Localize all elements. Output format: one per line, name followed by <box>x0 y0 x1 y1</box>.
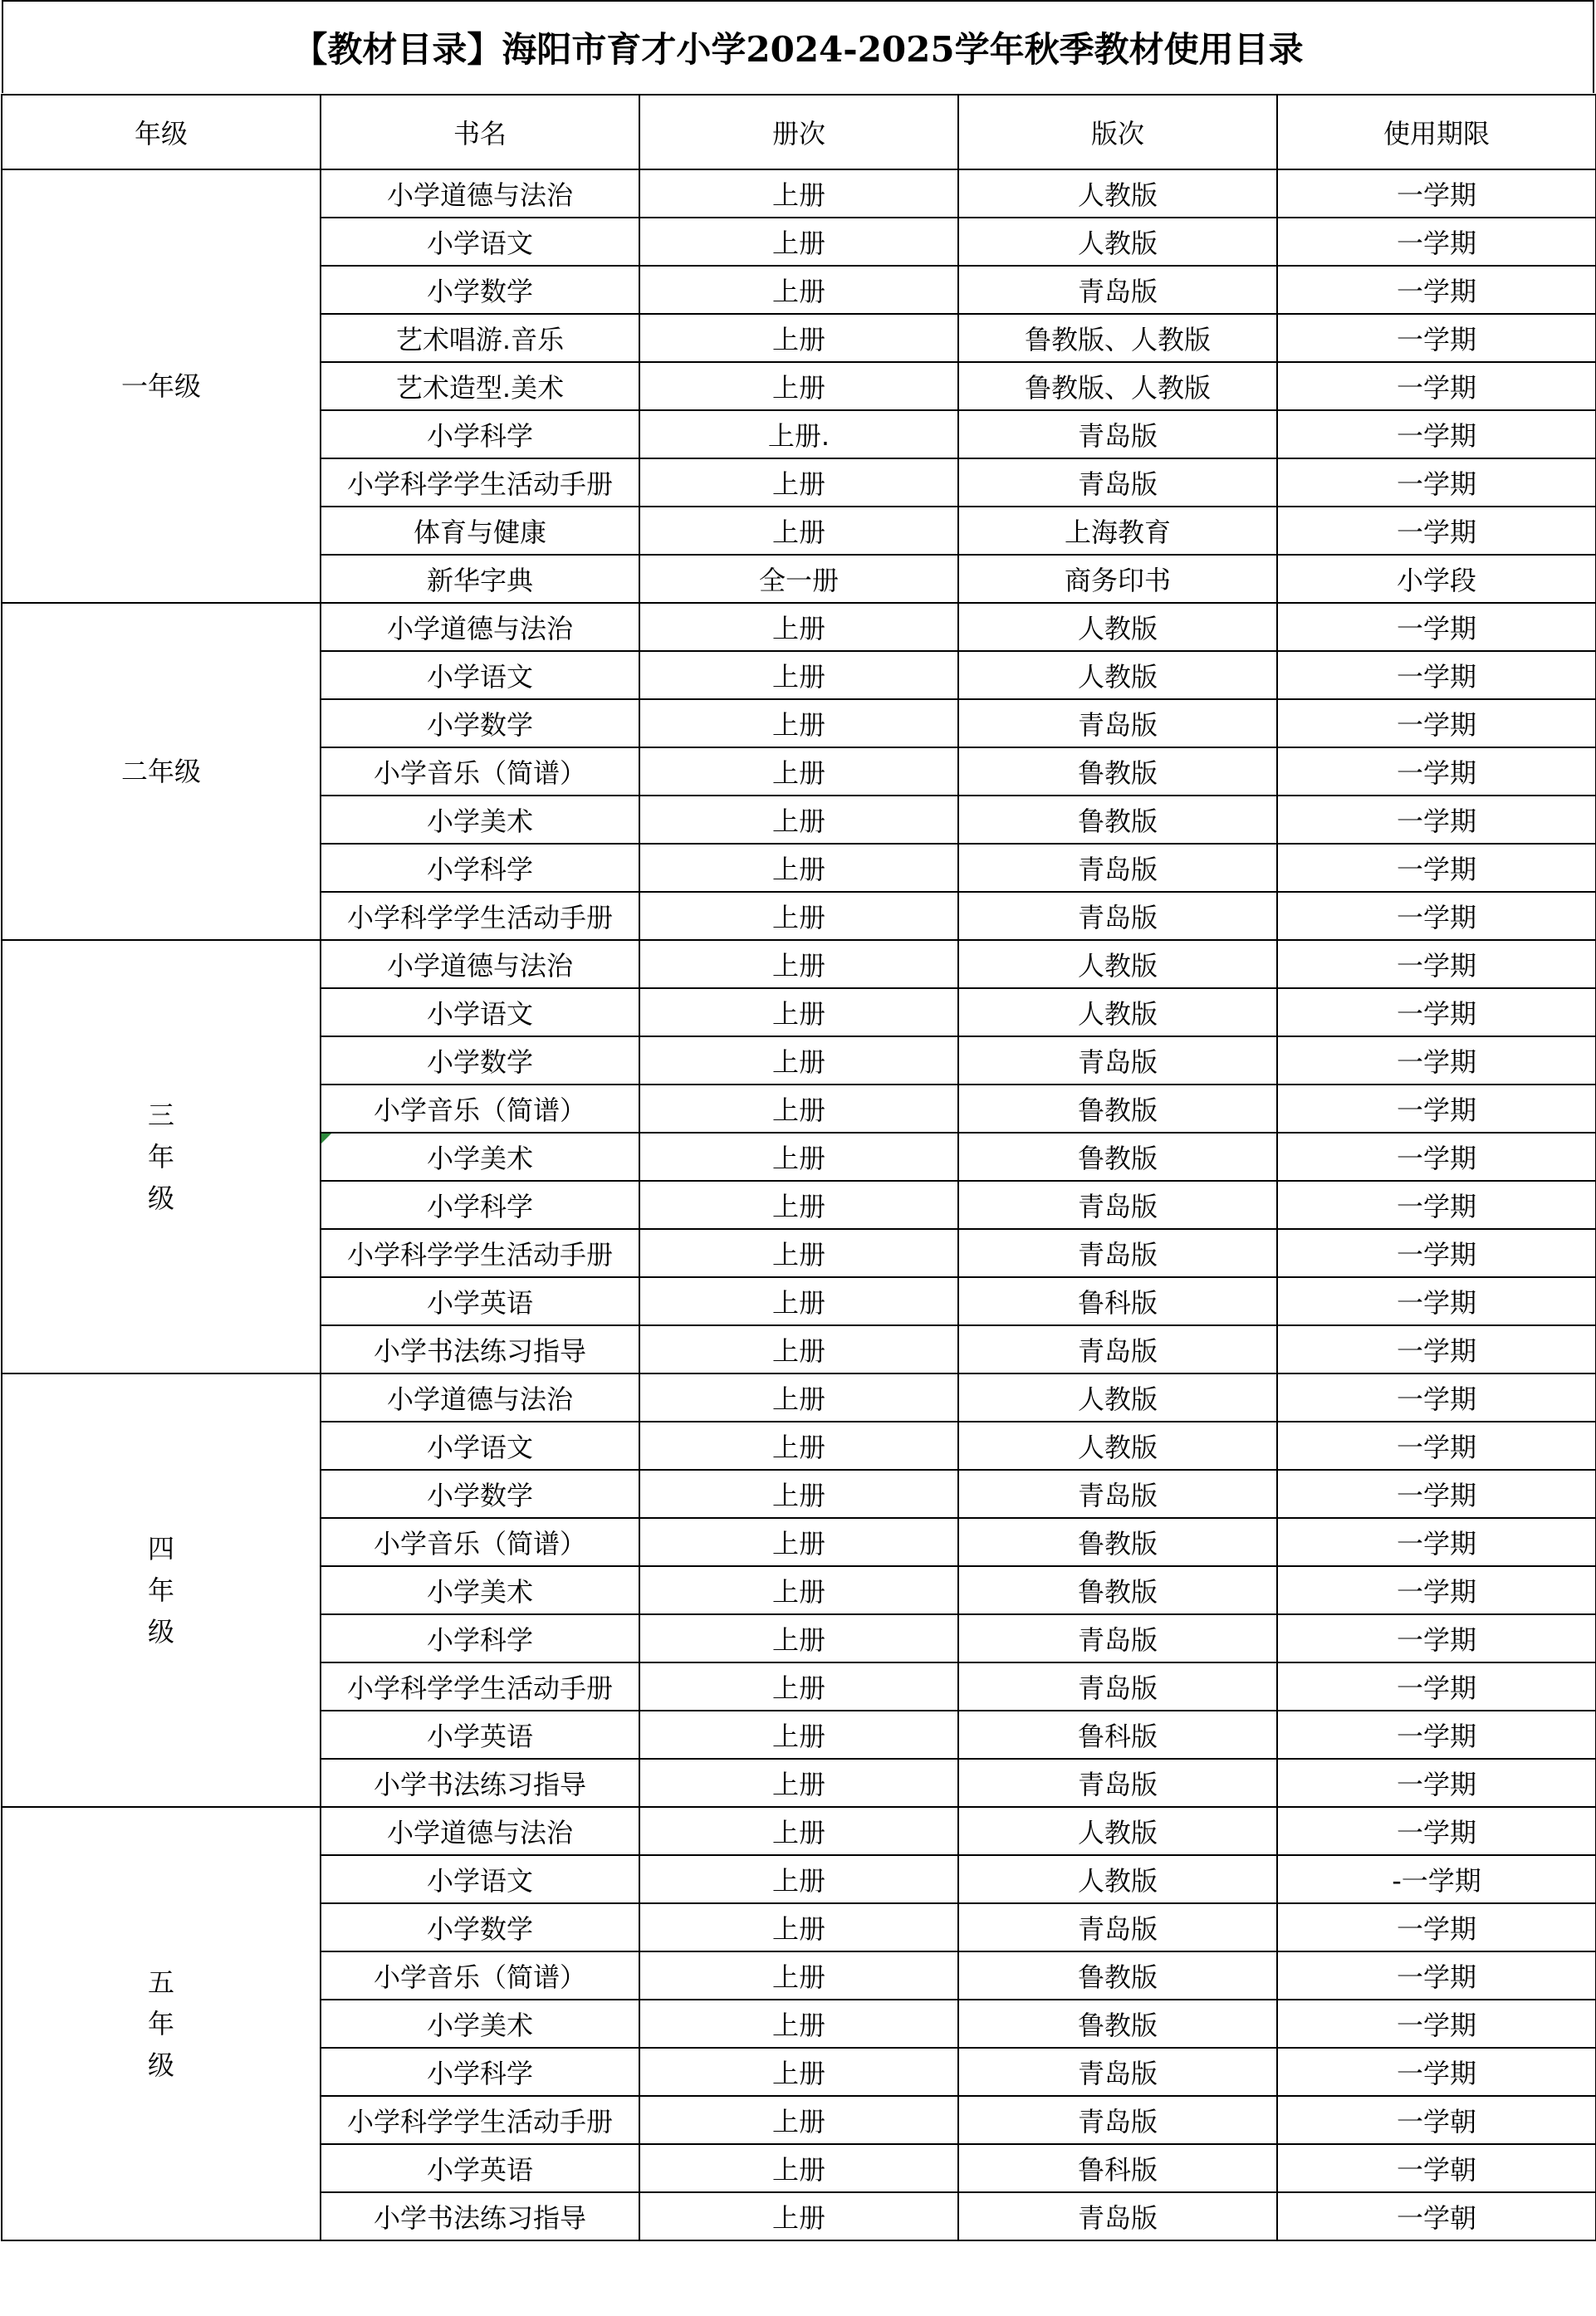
volume-cell: 上册 <box>639 892 958 940</box>
volume-cell: 上册 <box>639 1470 958 1518</box>
usage-period-cell: 一学期 <box>1277 988 1596 1036</box>
volume-cell: 上册 <box>639 169 958 218</box>
volume-cell: 上册 <box>639 1181 958 1229</box>
book-name-cell: 体育与健康 <box>321 507 639 555</box>
usage-period-cell: 一学期 <box>1277 458 1596 507</box>
book-name-cell: 小学道德与法治 <box>321 940 639 988</box>
book-name-cell: 小学英语 <box>321 2144 639 2192</box>
table-row <box>2 1373 1596 1422</box>
book-name-cell: 小学数学 <box>321 699 639 747</box>
edition-cell: 青岛版 <box>958 1181 1277 1229</box>
edition-cell: 青岛版 <box>958 266 1277 314</box>
edition-cell: 青岛版 <box>958 2096 1277 2144</box>
volume-cell: 上册 <box>639 1373 958 1422</box>
grade-label: 一年级 <box>120 370 201 402</box>
volume-cell: 上册 <box>639 1855 958 1903</box>
usage-period-cell: 一学期 <box>1277 940 1596 988</box>
usage-period-cell: 一学期 <box>1277 892 1596 940</box>
book-name-cell: 小学书法练习指导 <box>321 1325 639 1373</box>
volume-cell: 上册 <box>639 1277 958 1325</box>
usage-period-cell: 一学期 <box>1277 1229 1596 1277</box>
grade-cell <box>2 1807 321 2240</box>
book-name-cell: 小学音乐（简谱） <box>321 1085 639 1133</box>
column-header-edition: 版次 <box>958 95 1277 169</box>
usage-period-cell: 一学期 <box>1277 1036 1596 1085</box>
book-name-cell: 小学科学学生活动手册 <box>321 1662 639 1711</box>
book-name-cell: 小学语文 <box>321 1855 639 1903</box>
book-name-cell: 小学科学 <box>321 410 639 458</box>
usage-period-cell: 一学期 <box>1277 1373 1596 1422</box>
edition-cell: 鲁教版 <box>958 2000 1277 2048</box>
edition-cell: 鲁科版 <box>958 1277 1277 1325</box>
usage-period-cell: 一学期 <box>1277 747 1596 796</box>
edition-cell: 鲁教版、人教版 <box>958 314 1277 362</box>
usage-period-cell: 一学朝 <box>1277 2192 1596 2240</box>
book-name-cell: 小学科学学生活动手册 <box>321 458 639 507</box>
usage-period-cell: 一学期 <box>1277 2048 1596 2096</box>
book-name-cell: 新华字典 <box>321 555 639 603</box>
book-name-cell: 艺术造型.美术 <box>321 362 639 410</box>
volume-cell: 上册 <box>639 796 958 844</box>
usage-period-cell: 一学朝 <box>1277 2096 1596 2144</box>
grade-cell <box>2 169 321 603</box>
book-name-cell: 小学科学 <box>321 844 639 892</box>
page-title: 【教材目录】海阳市育才小学2024-2025学年秋季教材使用目录 <box>2 0 1594 93</box>
book-name-cell: 小学科学 <box>321 2048 639 2096</box>
edition-cell: 上海教育 <box>958 507 1277 555</box>
usage-period-cell: 一学期 <box>1277 1181 1596 1229</box>
usage-period-cell: 一学期 <box>1277 651 1596 699</box>
volume-cell: 上册 <box>639 1807 958 1855</box>
volume-cell: 全一册 <box>639 555 958 603</box>
book-name-cell: 小学美术 <box>321 796 639 844</box>
grade-cell <box>2 603 321 940</box>
volume-cell: 上册 <box>639 218 958 266</box>
edition-cell: 青岛版 <box>958 1614 1277 1662</box>
volume-cell: 上册 <box>639 1518 958 1566</box>
book-name-cell: 小学语文 <box>321 651 639 699</box>
book-name-cell: 小学科学学生活动手册 <box>321 1229 639 1277</box>
usage-period-cell: 一学期 <box>1277 1422 1596 1470</box>
volume-cell: 上册 <box>639 1662 958 1711</box>
book-name-cell: 小学语文 <box>321 218 639 266</box>
book-name-cell: 小学美术 <box>321 1133 639 1181</box>
volume-cell: 上册 <box>639 699 958 747</box>
book-name-cell: 小学美术 <box>321 1566 639 1614</box>
book-name-cell: 小学英语 <box>321 1277 639 1325</box>
edition-cell: 鲁教版 <box>958 1133 1277 1181</box>
edition-cell: 青岛版 <box>958 1229 1277 1277</box>
book-name-cell: 小学书法练习指导 <box>321 2192 639 2240</box>
volume-cell: 上册 <box>639 747 958 796</box>
book-name-cell: 小学数学 <box>321 266 639 314</box>
usage-period-cell: 一学期 <box>1277 1951 1596 2000</box>
table-header-row <box>2 95 1596 169</box>
usage-period-cell: 一学朝 <box>1277 2144 1596 2192</box>
table-row <box>2 1807 1596 1855</box>
volume-cell: 上册 <box>639 1325 958 1373</box>
edition-cell: 人教版 <box>958 603 1277 651</box>
edition-cell: 人教版 <box>958 169 1277 218</box>
edition-cell: 青岛版 <box>958 699 1277 747</box>
edition-cell: 人教版 <box>958 1373 1277 1422</box>
usage-period-cell: 一学期 <box>1277 169 1596 218</box>
table-row <box>2 603 1596 651</box>
volume-cell: 上册 <box>639 1951 958 2000</box>
edition-cell: 鲁教版 <box>958 747 1277 796</box>
book-name-cell: 小学语文 <box>321 1422 639 1470</box>
usage-period-cell: 一学期 <box>1277 1133 1596 1181</box>
usage-period-cell: 一学期 <box>1277 1759 1596 1807</box>
edition-cell: 鲁教版 <box>958 1085 1277 1133</box>
column-header-book-name: 书名 <box>321 95 639 169</box>
book-name-cell: 小学英语 <box>321 1711 639 1759</box>
book-name-cell: 小学道德与法治 <box>321 169 639 218</box>
book-name-cell: 小学书法练习指导 <box>321 1759 639 1807</box>
usage-period-cell: 一学期 <box>1277 1518 1596 1566</box>
grade-cell <box>2 1373 321 1807</box>
edition-cell: 青岛版 <box>958 1036 1277 1085</box>
edition-cell: 人教版 <box>958 651 1277 699</box>
volume-cell: 上册 <box>639 362 958 410</box>
table-row <box>2 940 1596 988</box>
edition-cell: 青岛版 <box>958 458 1277 507</box>
usage-period-cell: 一学期 <box>1277 218 1596 266</box>
grade-label: 三年级 <box>148 1099 175 1214</box>
table-row <box>2 169 1596 218</box>
edition-cell: 鲁教版 <box>958 1951 1277 2000</box>
book-name-cell: 小学道德与法治 <box>321 1807 639 1855</box>
edition-cell: 鲁教版 <box>958 796 1277 844</box>
usage-period-cell: 一学期 <box>1277 1807 1596 1855</box>
edition-cell: 青岛版 <box>958 410 1277 458</box>
volume-cell: 上册 <box>639 2048 958 2096</box>
volume-cell: 上册 <box>639 1229 958 1277</box>
book-name-cell: 小学数学 <box>321 1036 639 1085</box>
book-name-cell: 小学音乐（简谱） <box>321 747 639 796</box>
volume-cell: 上册 <box>639 1133 958 1181</box>
column-header-volume: 册次 <box>639 95 958 169</box>
volume-cell: 上册 <box>639 2144 958 2192</box>
volume-cell: 上册 <box>639 1422 958 1470</box>
volume-cell: 上册 <box>639 603 958 651</box>
volume-cell: 上册 <box>639 940 958 988</box>
edition-cell: 人教版 <box>958 1855 1277 1903</box>
usage-period-cell: 一学期 <box>1277 1566 1596 1614</box>
book-name-cell: 小学科学学生活动手册 <box>321 892 639 940</box>
volume-cell: 上册 <box>639 651 958 699</box>
volume-cell: 上册 <box>639 507 958 555</box>
volume-cell: 上册 <box>639 988 958 1036</box>
edition-cell: 鲁教版 <box>958 1566 1277 1614</box>
grade-label: 二年级 <box>120 756 201 787</box>
usage-period-cell: 一学期 <box>1277 362 1596 410</box>
book-name-cell: 小学数学 <box>321 1470 639 1518</box>
edition-cell: 青岛版 <box>958 1662 1277 1711</box>
edition-cell: 青岛版 <box>958 2048 1277 2096</box>
book-name-cell: 小学美术 <box>321 2000 639 2048</box>
book-name-cell: 小学音乐（简谱） <box>321 1951 639 2000</box>
edition-cell: 人教版 <box>958 218 1277 266</box>
edition-cell: 鲁教版 <box>958 1518 1277 1566</box>
usage-period-cell: 一学期 <box>1277 507 1596 555</box>
volume-cell: 上册 <box>639 1711 958 1759</box>
edition-cell: 青岛版 <box>958 844 1277 892</box>
edition-cell: 商务印书 <box>958 555 1277 603</box>
edition-cell: 青岛版 <box>958 2192 1277 2240</box>
volume-cell: 上册 <box>639 2192 958 2240</box>
edition-cell: 青岛版 <box>958 892 1277 940</box>
edition-cell: 鲁科版 <box>958 1711 1277 1759</box>
volume-cell: 上册 <box>639 314 958 362</box>
book-name-cell: 小学音乐（简谱） <box>321 1518 639 1566</box>
book-name-cell: 艺术唱游.音乐 <box>321 314 639 362</box>
volume-cell: 上册. <box>639 410 958 458</box>
grade-label: 四年级 <box>148 1533 175 1648</box>
book-name-cell: 小学道德与法治 <box>321 1373 639 1422</box>
textbook-catalog-table <box>1 94 1596 2241</box>
usage-period-cell: 一学期 <box>1277 1277 1596 1325</box>
edition-cell: 鲁教版、人教版 <box>958 362 1277 410</box>
usage-period-cell: 一学期 <box>1277 1711 1596 1759</box>
edition-cell: 青岛版 <box>958 1903 1277 1951</box>
volume-cell: 上册 <box>639 2096 958 2144</box>
volume-cell: 上册 <box>639 844 958 892</box>
edition-cell: 青岛版 <box>958 1325 1277 1373</box>
book-name-cell: 小学语文 <box>321 988 639 1036</box>
usage-period-cell: 一学期 <box>1277 844 1596 892</box>
volume-cell: 上册 <box>639 1566 958 1614</box>
volume-cell: 上册 <box>639 458 958 507</box>
usage-period-cell: -一学期 <box>1277 1855 1596 1903</box>
edition-cell: 人教版 <box>958 1807 1277 1855</box>
usage-period-cell: 一学期 <box>1277 1662 1596 1711</box>
edition-cell: 人教版 <box>958 988 1277 1036</box>
usage-period-cell: 一学期 <box>1277 796 1596 844</box>
usage-period-cell: 一学期 <box>1277 603 1596 651</box>
grade-label: 五年级 <box>148 1966 175 2081</box>
edition-cell: 鲁科版 <box>958 2144 1277 2192</box>
usage-period-cell: 小学段 <box>1277 555 1596 603</box>
book-name-cell: 小学科学 <box>321 1614 639 1662</box>
volume-cell: 上册 <box>639 266 958 314</box>
edition-cell: 青岛版 <box>958 1470 1277 1518</box>
volume-cell: 上册 <box>639 2000 958 2048</box>
usage-period-cell: 一学期 <box>1277 314 1596 362</box>
edition-cell: 青岛版 <box>958 1759 1277 1807</box>
grade-cell <box>2 940 321 1373</box>
usage-period-cell: 一学期 <box>1277 1470 1596 1518</box>
volume-cell: 上册 <box>639 1085 958 1133</box>
column-header-usage-period: 使用期限 <box>1277 95 1596 169</box>
usage-period-cell: 一学期 <box>1277 1614 1596 1662</box>
usage-period-cell: 一学期 <box>1277 266 1596 314</box>
volume-cell: 上册 <box>639 1759 958 1807</box>
book-name-cell: 小学科学学生活动手册 <box>321 2096 639 2144</box>
volume-cell: 上册 <box>639 1614 958 1662</box>
volume-cell: 上册 <box>639 1036 958 1085</box>
usage-period-cell: 一学期 <box>1277 1085 1596 1133</box>
usage-period-cell: 一学期 <box>1277 699 1596 747</box>
usage-period-cell: 一学期 <box>1277 1903 1596 1951</box>
edition-cell: 人教版 <box>958 1422 1277 1470</box>
column-header-grade: 年级 <box>2 95 321 169</box>
volume-cell: 上册 <box>639 1903 958 1951</box>
table-body <box>2 169 1596 2240</box>
usage-period-cell: 一学期 <box>1277 2000 1596 2048</box>
edition-cell: 人教版 <box>958 940 1277 988</box>
book-name-cell: 小学道德与法治 <box>321 603 639 651</box>
book-name-cell: 小学科学 <box>321 1181 639 1229</box>
usage-period-cell: 一学期 <box>1277 410 1596 458</box>
book-name-cell: 小学数学 <box>321 1903 639 1951</box>
usage-period-cell: 一学期 <box>1277 1325 1596 1373</box>
